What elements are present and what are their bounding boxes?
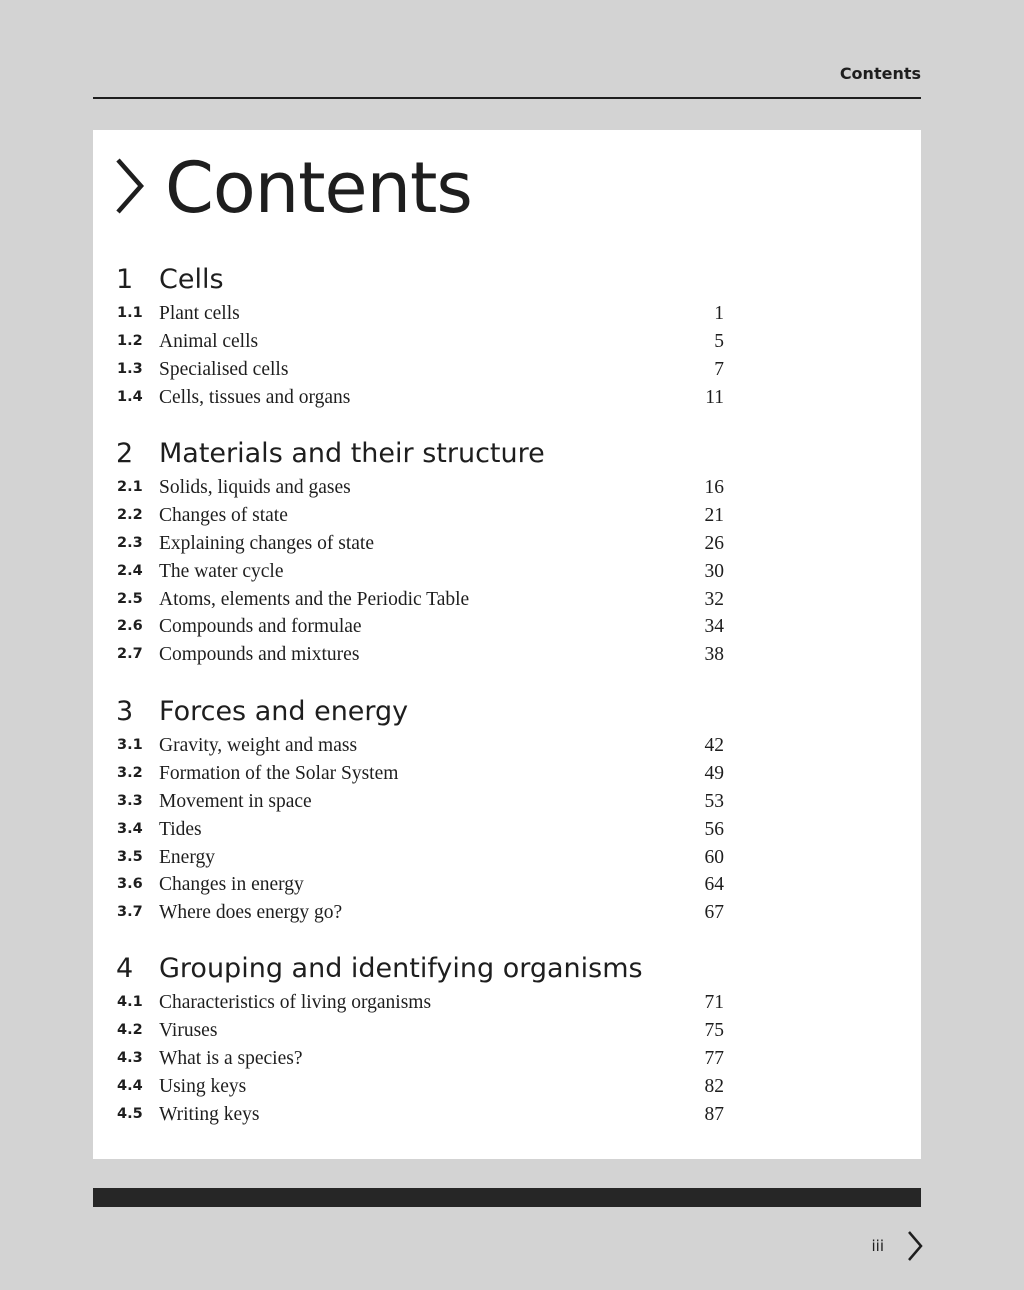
toc-entry[interactable] xyxy=(93,989,921,1017)
chapter-title: Materials and their structure xyxy=(159,438,545,469)
toc-entry[interactable] xyxy=(93,502,921,530)
entry-title: Compounds and mixtures xyxy=(159,644,360,666)
chapter-title: Forces and energy xyxy=(159,696,409,727)
entry-number: 3.6 xyxy=(117,876,143,893)
chapter-1 xyxy=(93,260,921,408)
header-rule xyxy=(93,97,921,99)
entry-number: 2.3 xyxy=(117,534,143,551)
entry-title: Writing keys xyxy=(159,1103,260,1125)
toc-entry[interactable] xyxy=(93,558,921,586)
entry-title: Where does energy go? xyxy=(159,902,343,924)
toc-entry[interactable] xyxy=(93,1045,921,1073)
toc-entry[interactable] xyxy=(93,384,921,412)
contents-panel xyxy=(93,130,921,1159)
entry-number: 1.3 xyxy=(117,360,143,377)
entry-page: 26 xyxy=(704,532,724,554)
entry-number: 3.7 xyxy=(117,904,143,921)
entry-title: Animal cells xyxy=(159,330,259,352)
entry-title: Viruses xyxy=(159,1019,218,1041)
toc-entry[interactable] xyxy=(93,816,921,844)
chapter-4 xyxy=(93,949,921,1125)
entry-number: 1.4 xyxy=(117,388,143,405)
chapter-heading xyxy=(93,260,921,300)
entry-page: 75 xyxy=(704,1019,724,1041)
entry-number: 4.2 xyxy=(117,1021,143,1038)
toc-entry[interactable] xyxy=(93,613,921,641)
entry-page: 49 xyxy=(704,762,724,784)
toc-entry[interactable] xyxy=(93,356,921,384)
entry-title: Gravity, weight and mass xyxy=(159,735,358,756)
toc-entry[interactable] xyxy=(93,474,921,502)
entry-number: 2.6 xyxy=(117,618,143,635)
entry-title: What is a species? xyxy=(159,1047,303,1069)
entry-number: 4.4 xyxy=(117,1077,143,1094)
entry-page: 21 xyxy=(704,504,724,526)
entry-page: 87 xyxy=(704,1103,724,1125)
entry-title: Changes in energy xyxy=(159,874,304,896)
entry-page: 56 xyxy=(704,818,724,840)
chevron-right-icon[interactable] xyxy=(906,1230,924,1262)
entry-page: 71 xyxy=(704,992,724,1013)
chapter-number: 2 xyxy=(116,438,134,469)
entry-title: The water cycle xyxy=(159,560,284,582)
entry-title: Explaining changes of state xyxy=(159,532,374,554)
entry-page: 64 xyxy=(704,874,724,896)
entry-title: Specialised cells xyxy=(159,358,289,380)
entry-number: 4.5 xyxy=(117,1105,143,1122)
chapter-number: 4 xyxy=(116,953,134,984)
chapter-title: Grouping and identifying organisms xyxy=(159,953,643,984)
entry-page: 11 xyxy=(705,386,724,408)
entry-number: 3.4 xyxy=(117,820,143,837)
entry-title: Tides xyxy=(159,818,202,840)
entry-page: 30 xyxy=(704,560,724,582)
entry-number: 3.5 xyxy=(117,848,143,865)
entry-title: Energy xyxy=(159,846,215,868)
page-title: Contents xyxy=(165,147,472,229)
entry-title: Characteristics of living organisms xyxy=(159,992,432,1013)
chapter-number: 3 xyxy=(116,696,134,727)
entry-number: 1.2 xyxy=(117,332,143,349)
entry-number: 3.2 xyxy=(117,764,143,781)
entry-title: Compounds and formulae xyxy=(159,616,362,638)
toc-entry[interactable] xyxy=(93,871,921,899)
entry-number: 4.1 xyxy=(117,994,143,1010)
entry-number: 2.5 xyxy=(117,590,143,607)
entry-page: 60 xyxy=(704,846,724,868)
entry-page: 5 xyxy=(714,330,724,352)
entry-page: 32 xyxy=(704,588,724,610)
entry-number: 2.2 xyxy=(117,506,143,523)
toc-entry[interactable] xyxy=(93,530,921,558)
entry-title: Using keys xyxy=(159,1075,247,1097)
toc-entry[interactable] xyxy=(93,732,921,760)
entry-page: 53 xyxy=(704,790,724,812)
entry-number: 2.4 xyxy=(117,562,143,579)
chapter-heading xyxy=(93,949,921,989)
entry-number: 2.7 xyxy=(117,646,143,663)
entry-title: Cells, tissues and organs xyxy=(159,386,351,408)
toc-entry[interactable] xyxy=(93,844,921,872)
chapter-heading xyxy=(93,434,921,474)
toc-entry[interactable] xyxy=(93,1073,921,1101)
entry-number: 2.1 xyxy=(117,479,143,495)
toc-entry[interactable] xyxy=(93,760,921,788)
entry-title: Solids, liquids and gases xyxy=(159,477,351,498)
entry-page: 1 xyxy=(714,303,724,324)
entry-number: 1.1 xyxy=(117,305,143,321)
toc-entry[interactable] xyxy=(93,1017,921,1045)
chapter-3 xyxy=(93,692,921,924)
entry-page: 77 xyxy=(704,1047,724,1069)
running-head: Contents xyxy=(839,64,921,83)
entry-title: Atoms, elements and the Periodic Table xyxy=(159,588,470,610)
footer-bar xyxy=(93,1188,921,1207)
chapter-heading xyxy=(93,692,921,732)
toc-entry[interactable] xyxy=(93,328,921,356)
page-folio: iii xyxy=(871,1237,884,1255)
entry-page: 16 xyxy=(704,477,724,498)
toc-entry[interactable] xyxy=(93,586,921,614)
entry-page: 67 xyxy=(704,902,724,924)
chapter-title: Cells xyxy=(159,264,224,295)
entry-page: 82 xyxy=(704,1075,724,1097)
chapter-number: 1 xyxy=(116,264,134,295)
entry-page: 38 xyxy=(704,644,724,666)
chapter-2 xyxy=(93,434,921,666)
entry-number: 3.1 xyxy=(117,737,143,753)
entry-page: 7 xyxy=(714,358,724,380)
toc-entry[interactable] xyxy=(93,641,921,669)
toc-entry[interactable] xyxy=(93,300,921,328)
entry-title: Changes of state xyxy=(159,504,288,526)
entry-page: 42 xyxy=(704,735,724,756)
toc-entry[interactable] xyxy=(93,788,921,816)
entry-page: 34 xyxy=(704,616,724,638)
entry-title: Movement in space xyxy=(159,790,312,812)
entry-number: 3.3 xyxy=(117,792,143,809)
chevron-right-icon xyxy=(113,156,147,216)
entry-title: Plant cells xyxy=(159,303,240,324)
toc-entry[interactable] xyxy=(93,1101,921,1129)
toc-entry[interactable] xyxy=(93,899,921,927)
entry-number: 4.3 xyxy=(117,1049,143,1066)
entry-title: Formation of the Solar System xyxy=(159,762,399,784)
